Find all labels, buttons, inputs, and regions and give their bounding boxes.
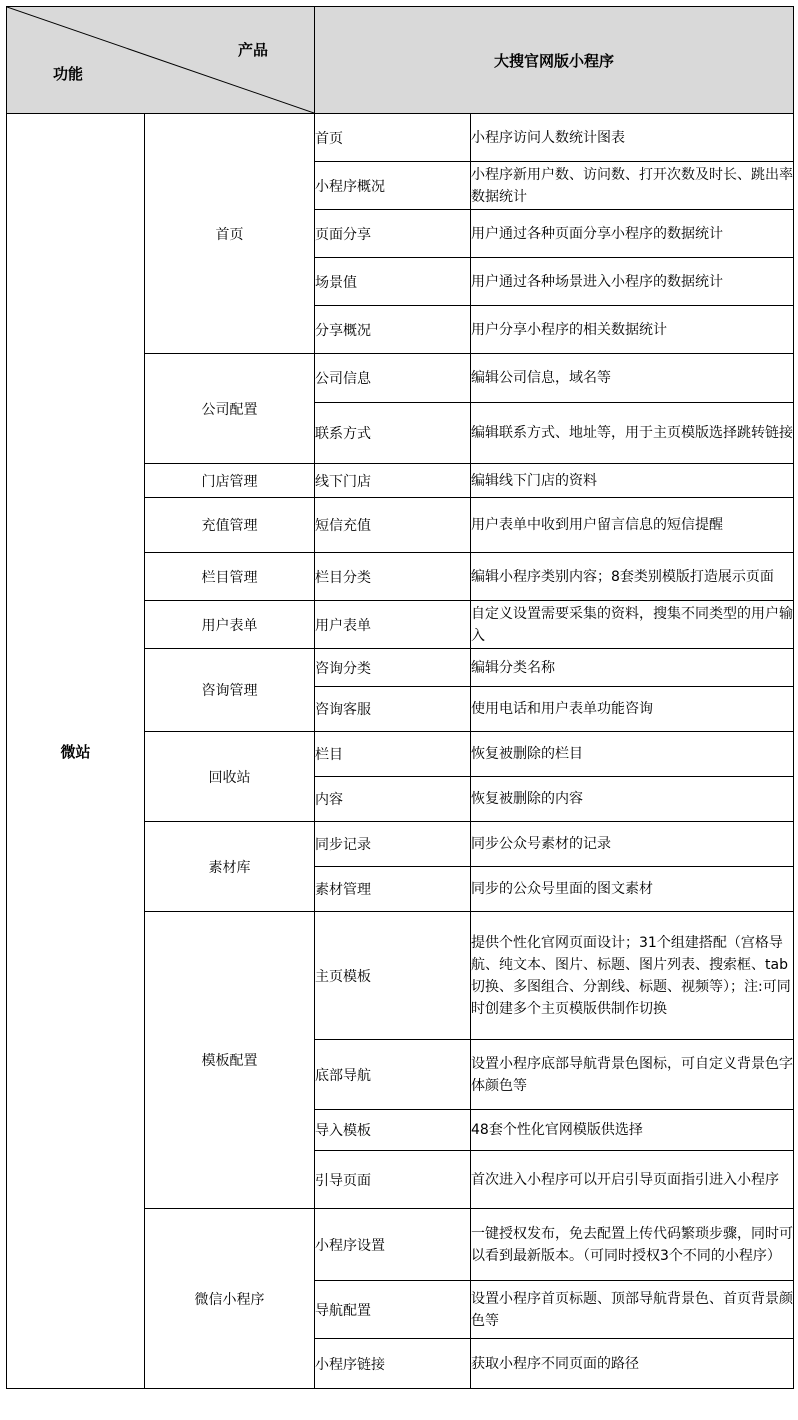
description-cell: 用户通过各种页面分享小程序的数据统计 xyxy=(471,210,794,258)
table-header-row xyxy=(7,7,794,114)
description-cell: 获取小程序不同页面的路径 xyxy=(471,1339,794,1389)
function-cell: 场景值 xyxy=(315,258,471,306)
description-cell: 同步公众号素材的记录 xyxy=(471,822,794,867)
description-cell: 一键授权发布，免去配置上传代码繁琐步骤，同时可以看到最新版本。（可同时授权3个不同的小程序） xyxy=(471,1209,794,1281)
description-cell: 用户分享小程序的相关数据统计 xyxy=(471,306,794,354)
module-cell: 门店管理 xyxy=(145,464,315,498)
function-cell: 首页 xyxy=(315,114,471,162)
function-cell: 小程序概况 xyxy=(315,162,471,210)
function-cell: 短信充值 xyxy=(315,498,471,553)
function-cell: 导入模板 xyxy=(315,1110,471,1151)
feature-table xyxy=(6,6,794,1389)
description-cell: 恢复被删除的栏目 xyxy=(471,732,794,777)
description-cell: 编辑小程序类别内容；8套类别模版打造展示页面 xyxy=(471,553,794,601)
description-cell: 首次进入小程序可以开启引导页面指引进入小程序 xyxy=(471,1151,794,1209)
row-header-feature-label: 功能 xyxy=(53,65,84,83)
function-cell: 咨询客服 xyxy=(315,687,471,732)
function-cell: 用户表单 xyxy=(315,601,471,649)
product-name-header: 大搜官网版小程序 xyxy=(315,7,794,114)
description-cell: 小程序访问人数统计图表 xyxy=(471,114,794,162)
function-cell: 小程序设置 xyxy=(315,1209,471,1281)
corner-header-cell xyxy=(7,7,315,114)
category-cell: 微站 xyxy=(7,114,145,1389)
column-header-product-label: 产品 xyxy=(237,41,268,59)
function-cell: 线下门店 xyxy=(315,464,471,498)
function-cell: 导航配置 xyxy=(315,1281,471,1339)
description-cell: 自定义设置需要采集的资料，搜集不同类型的用户输入 xyxy=(471,601,794,649)
module-cell: 微信小程序 xyxy=(145,1209,315,1389)
function-cell: 咨询分类 xyxy=(315,649,471,687)
description-cell: 设置小程序首页标题、顶部导航背景色、首页背景颜色等 xyxy=(471,1281,794,1339)
function-cell: 内容 xyxy=(315,777,471,822)
module-cell: 咨询管理 xyxy=(145,649,315,732)
description-cell: 小程序新用户数、访问数、打开次数及时长、跳出率数据统计 xyxy=(471,162,794,210)
function-cell: 主页模板 xyxy=(315,912,471,1040)
function-cell: 底部导航 xyxy=(315,1040,471,1110)
function-cell: 公司信息 xyxy=(315,354,471,403)
description-cell: 用户通过各种场景进入小程序的数据统计 xyxy=(471,258,794,306)
function-cell: 引导页面 xyxy=(315,1151,471,1209)
description-cell: 编辑公司信息，域名等 xyxy=(471,354,794,403)
function-cell: 分享概况 xyxy=(315,306,471,354)
function-cell: 小程序链接 xyxy=(315,1339,471,1389)
module-cell: 首页 xyxy=(145,114,315,354)
diagonal-divider xyxy=(7,7,314,113)
module-cell: 充值管理 xyxy=(145,498,315,553)
description-cell: 编辑分类名称 xyxy=(471,649,794,687)
function-cell: 页面分享 xyxy=(315,210,471,258)
description-cell: 恢复被删除的内容 xyxy=(471,777,794,822)
function-cell: 素材管理 xyxy=(315,867,471,912)
module-cell: 回收站 xyxy=(145,732,315,822)
module-cell: 公司配置 xyxy=(145,354,315,464)
module-cell: 模板配置 xyxy=(145,912,315,1209)
description-cell: 使用电话和用户表单功能咨询 xyxy=(471,687,794,732)
description-cell: 编辑线下门店的资料 xyxy=(471,464,794,498)
function-cell: 栏目分类 xyxy=(315,553,471,601)
description-cell: 同步的公众号里面的图文素材 xyxy=(471,867,794,912)
description-cell: 用户表单中收到用户留言信息的短信提醒 xyxy=(471,498,794,553)
function-cell: 栏目 xyxy=(315,732,471,777)
module-cell: 栏目管理 xyxy=(145,553,315,601)
description-cell: 48套个性化官网模版供选择 xyxy=(471,1110,794,1151)
function-cell: 联系方式 xyxy=(315,403,471,464)
function-cell: 同步记录 xyxy=(315,822,471,867)
module-cell: 用户表单 xyxy=(145,601,315,649)
description-cell: 提供个性化官网页面设计；31个组建搭配（宫格导航、纯文本、图片、标题、图片列表、搜索框、tab切换、多图组合、分割线、标题、视频等）；注:可同时创建多个主页模版供制作切换 xyxy=(471,912,794,1040)
description-cell: 编辑联系方式、地址等，用于主页模版选择跳转链接 xyxy=(471,403,794,464)
table-row xyxy=(7,114,794,162)
description-cell: 设置小程序底部导航背景色图标，可自定义背景色字体颜色等 xyxy=(471,1040,794,1110)
module-cell: 素材库 xyxy=(145,822,315,912)
